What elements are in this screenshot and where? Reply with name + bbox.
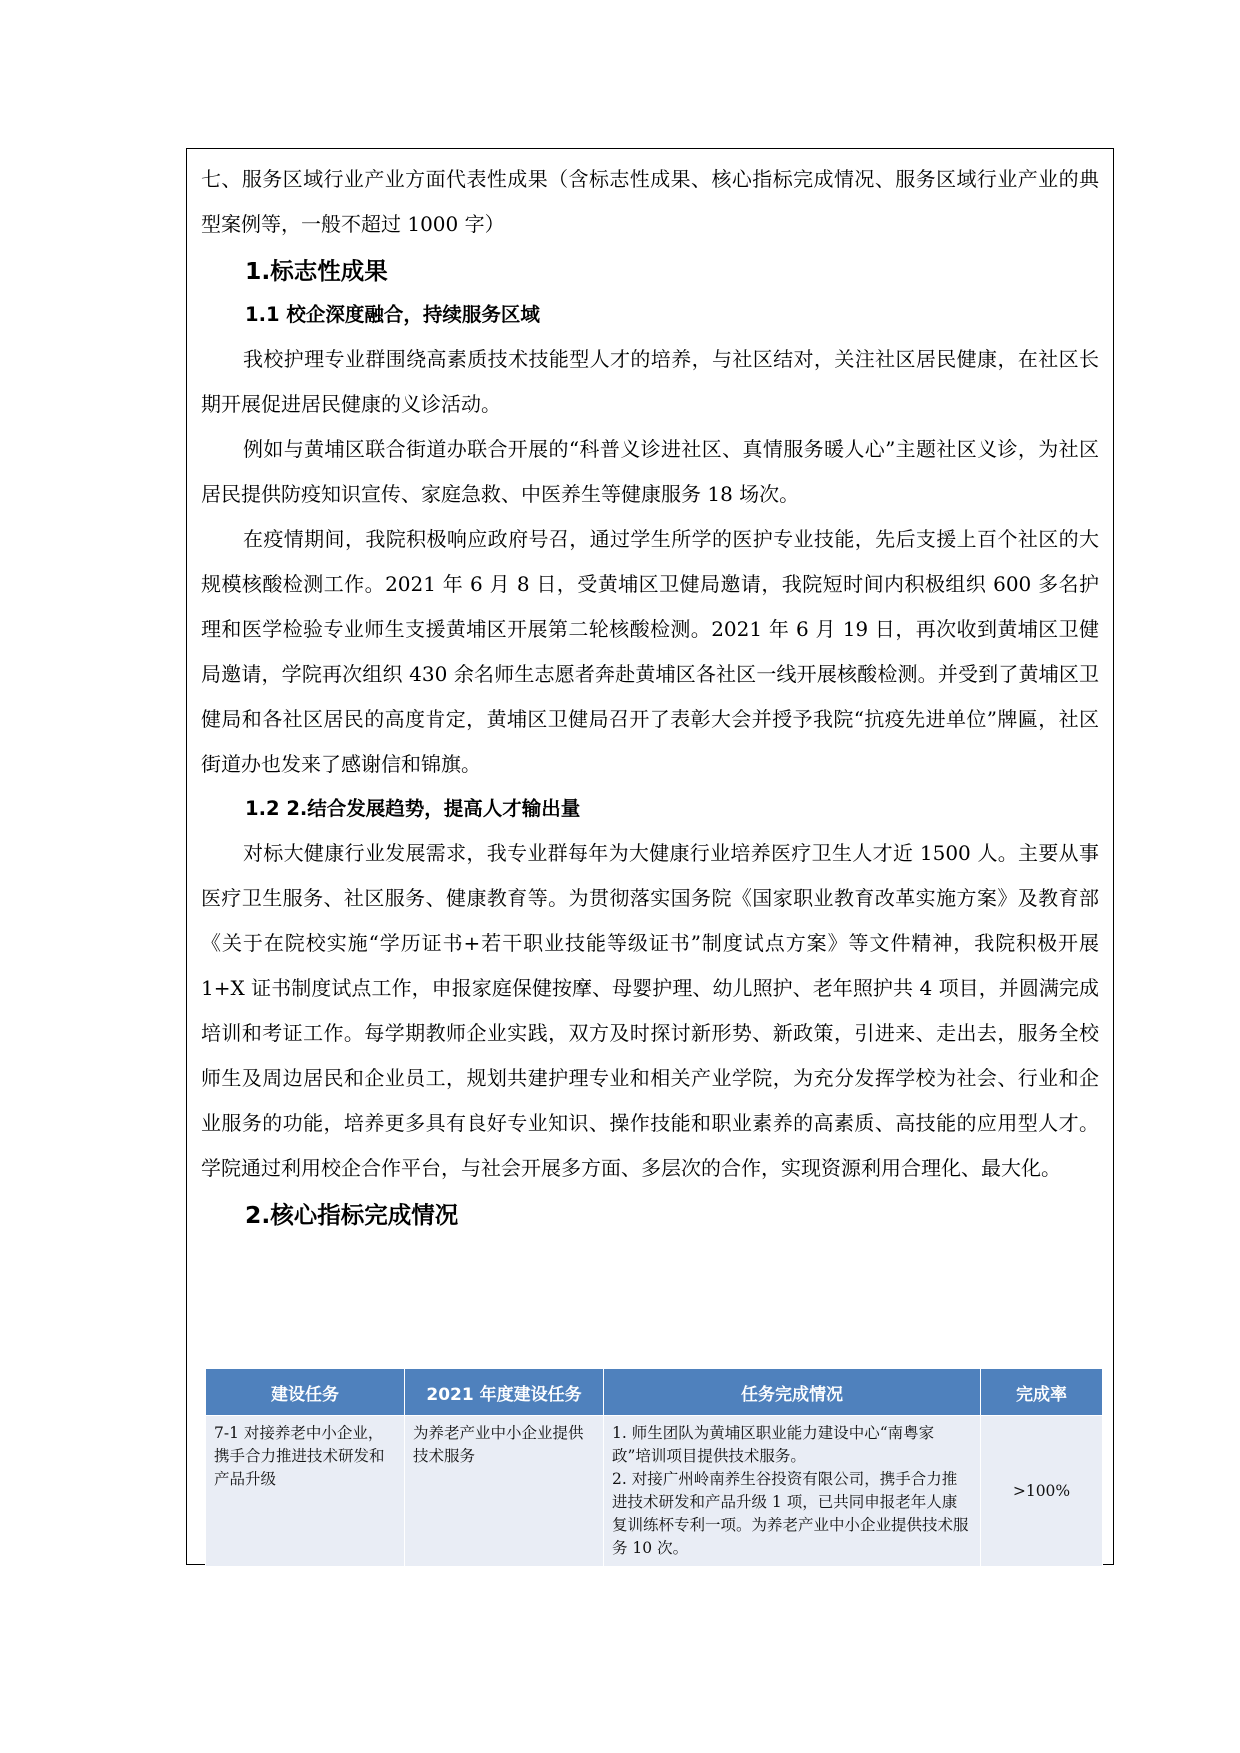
paragraph: 我校护理专业群围绕高素质技术技能型人才的培养，与社区结对，关注社区居民健康，在社区长期开展促进居民健康的义诊活动。 xyxy=(201,347,1099,416)
paragraph: 在疫情期间，我院积极响应政府号召，通过学生所学的医护专业技能，先后支援上百个社区的大规模核酸检测工作。2021 年 6 月 8 日，受黄埔区卫健局邀请，我院短时间内积极组织 600 多名护理和医学检验专业师生支援黄埔区开展第二轮核酸检测。2021 年 6 月 19 日，再次收到黄埔区卫健局邀请，学院再次组织 430 余名师生志愿者奔赴黄埔区各社区一线开展核酸检测。并受到了黄埔区卫健局和各社区居民的高度肯定，黄埔区卫健局召开了表彰大会并授予我院“抗疫先进单位”牌匾，社区街道办也发来了感谢信和锦旗。 xyxy=(201,527,1099,776)
completion-item: 2. 对接广州岭南养生谷投资有限公司，携手合力推进技术研发和产品升级 1 项，已共同申报老年人康复训练杯专利一项。为养老产业中小企业提供技术服务 10 次。 xyxy=(612,1470,969,1557)
section-heading: 七、服务区域行业产业方面代表性成果（含标志性成果、核心指标完成情况、服务区域行业产业的典型案例等，一般不超过 1000 字） xyxy=(201,167,1099,236)
cell-annual-task: 为养老产业中小企业提供技术服务 xyxy=(405,1416,604,1567)
core-indicator-table xyxy=(205,1368,1103,1567)
paragraph: 例如与黄埔区联合街道办联合开展的“科普义诊进社区、真情服务暖人心”主题社区义诊，为社区居民提供防疫知识宣传、家庭急救、中医养生等健康服务 18 场次。 xyxy=(201,437,1099,506)
col-header-task: 建设任务 xyxy=(206,1369,405,1416)
content-frame xyxy=(186,148,1114,1565)
col-header-rate: 完成率 xyxy=(981,1369,1103,1416)
item-title-school-enterprise: 1.1 校企深度融合，持续服务区域 xyxy=(245,303,540,326)
cell-completion xyxy=(604,1416,981,1567)
completion-item: 1. 师生团队为黄埔区职业能力建设中心“南粤家政”培训项目提供技术服务。 xyxy=(612,1424,935,1465)
cell-task: 7-1 对接养老中小企业，携手合力推进技术研发和产品升级 xyxy=(206,1416,405,1567)
table-row xyxy=(206,1416,1103,1567)
col-header-annual-task: 2021 年度建设任务 xyxy=(405,1369,604,1416)
subsection-title-core-indicators: 2.核心指标完成情况 xyxy=(245,1201,459,1229)
cell-rate: >100% xyxy=(981,1416,1103,1567)
table-header-row xyxy=(206,1369,1103,1416)
content-body xyxy=(201,157,1099,1237)
subsection-title-landmark-achievements: 1.标志性成果 xyxy=(245,257,388,285)
col-header-completion: 任务完成情况 xyxy=(604,1369,981,1416)
item-title-talent-output: 1.2 2.结合发展趋势，提高人才输出量 xyxy=(245,797,581,820)
paragraph: 对标大健康行业发展需求，我专业群每年为大健康行业培养医疗卫生人才近 1500 人。主要从事医疗卫生服务、社区服务、健康教育等。为贯彻落实国务院《国家职业教育改革实施方案》及教育部《关于在院校实施“学历证书+若干职业技能等级证书”制度试点方案》等文件精神，我院积极开展 1+X 证书制度试点工作，申报家庭保健按摩、母婴护理、幼儿照护、老年照护共 4 项目，并圆满完成培训和考证工作。每学期教师企业实践，双方及时探讨新形势、新政策，引进来、走出去，服务全校师生及周边居民和企业员工，规划共建护理专业和相关产业学院，为充分发挥学校为社会、行业和企业服务的功能，培养更多具有良好专业知识、操作技能和职业素养的高素质、高技能的应用型人才。学院通过利用校企合作平台，与社会开展多方面、多层次的合作，实现资源利用合理化、最大化。 xyxy=(201,841,1099,1180)
